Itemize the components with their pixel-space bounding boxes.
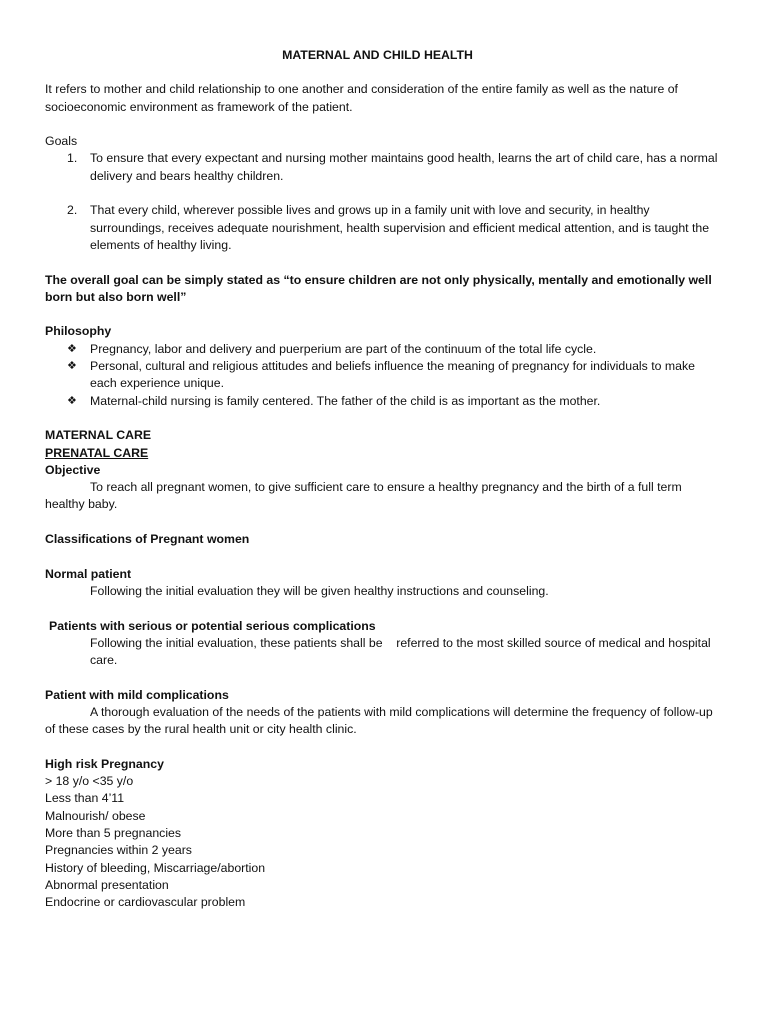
goal-spacer [45, 185, 722, 202]
classifications-heading: Classifications of Pregnant women [45, 532, 250, 547]
philosophy-text: Personal, cultural and religious attitudes and beliefs influence the meaning of pregnancy for individuals to make each experience unique. [90, 359, 695, 391]
spacer [45, 254, 722, 271]
philosophy-heading: Philosophy [45, 324, 112, 339]
goal-item [45, 202, 722, 254]
serious-complications-heading: Patients with serious or potential serious complications [49, 618, 376, 633]
high-risk-item: > 18 y/o <35 y/o [45, 774, 134, 789]
philosophy-text: Pregnancy, labor and delivery and puerperium are part of the continuum of the total life cycle. [90, 341, 597, 356]
diamond-bullet-icon: ❖ [67, 360, 77, 373]
philosophy-item [45, 393, 722, 410]
high-risk-item: Pregnancies within 2 years [45, 843, 192, 858]
goal-text: That every child, wherever possible lives and grows up in a family unit with love and security, in healthy surroundings, receives adequate nourishment, health supervision and efficient medical attention, and is taught the elements of healthy living. [90, 203, 710, 252]
philosophy-list [45, 341, 722, 410]
normal-patient-text: Following the initial evaluation they will be given healthy instructions and counseling. [90, 583, 549, 598]
goal-number: 2. [67, 203, 78, 218]
spacer [45, 514, 722, 531]
spacer [45, 669, 722, 686]
high-risk-item: Abnormal presentation [45, 877, 169, 892]
diamond-bullet-icon: ❖ [67, 394, 77, 407]
goals-list [45, 150, 722, 254]
normal-patient-heading: Normal patient [45, 566, 132, 581]
spacer [45, 410, 722, 427]
objective-heading: Objective [45, 462, 101, 477]
serious-complications-text: Following the initial evaluation, these patients shall be referred to the most skilled source of medical and hospital care. [90, 635, 715, 668]
goals-heading: Goals [45, 134, 78, 149]
spacer [45, 548, 722, 565]
spacer [45, 306, 722, 323]
high-risk-item: Malnourish/ obese [45, 808, 146, 823]
objective-text: To reach all pregnant women, to give sufficient care to ensure a healthy pregnancy and the birth of a full term healthy baby. [45, 480, 682, 512]
goal-text: To ensure that every expectant and nursing mother maintains good health, learns the art of child care, has a normal delivery and bears healthy children. [90, 151, 718, 183]
document-title: MATERNAL AND CHILD HEALTH [282, 48, 473, 62]
high-risk-list [45, 773, 722, 911]
high-risk-item: More than 5 pregnancies [45, 826, 182, 841]
philosophy-text: Maternal-child nursing is family centered. The father of the child is as important as the mother. [90, 393, 601, 408]
high-risk-heading: High risk Pregnancy [45, 756, 164, 771]
philosophy-item [45, 358, 722, 393]
high-risk-item: Endocrine or cardiovascular problem [45, 895, 246, 910]
spacer [45, 600, 722, 617]
prenatal-care-heading: PRENATAL CARE [45, 445, 149, 460]
high-risk-item: Less than 4’11 [45, 791, 125, 806]
maternal-care-heading: MATERNAL CARE [45, 428, 152, 443]
high-risk-item: History of bleeding, Miscarriage/abortion [45, 860, 266, 875]
mild-complications-text: A thorough evaluation of the needs of the patients with mild complications will determine the frequency of follow-up of these cases by the rural health unit or city health clinic. [45, 704, 713, 737]
goal-item [45, 150, 722, 185]
overall-goal: The overall goal can be simply stated as “to ensure children are not only physically, mentally and emotionally well born but also born well” [45, 272, 712, 304]
intro-paragraph: It refers to mother and child relationship to one another and consideration of the entire family as well as the nature of socioeconomic environment as framework of the patient. [45, 82, 678, 114]
philosophy-item [45, 341, 722, 358]
goal-number: 1. [67, 151, 78, 166]
diamond-bullet-icon: ❖ [67, 342, 77, 355]
spacer [45, 739, 722, 756]
spacer [45, 116, 722, 133]
mild-complications-heading: Patient with mild complications [45, 687, 229, 702]
